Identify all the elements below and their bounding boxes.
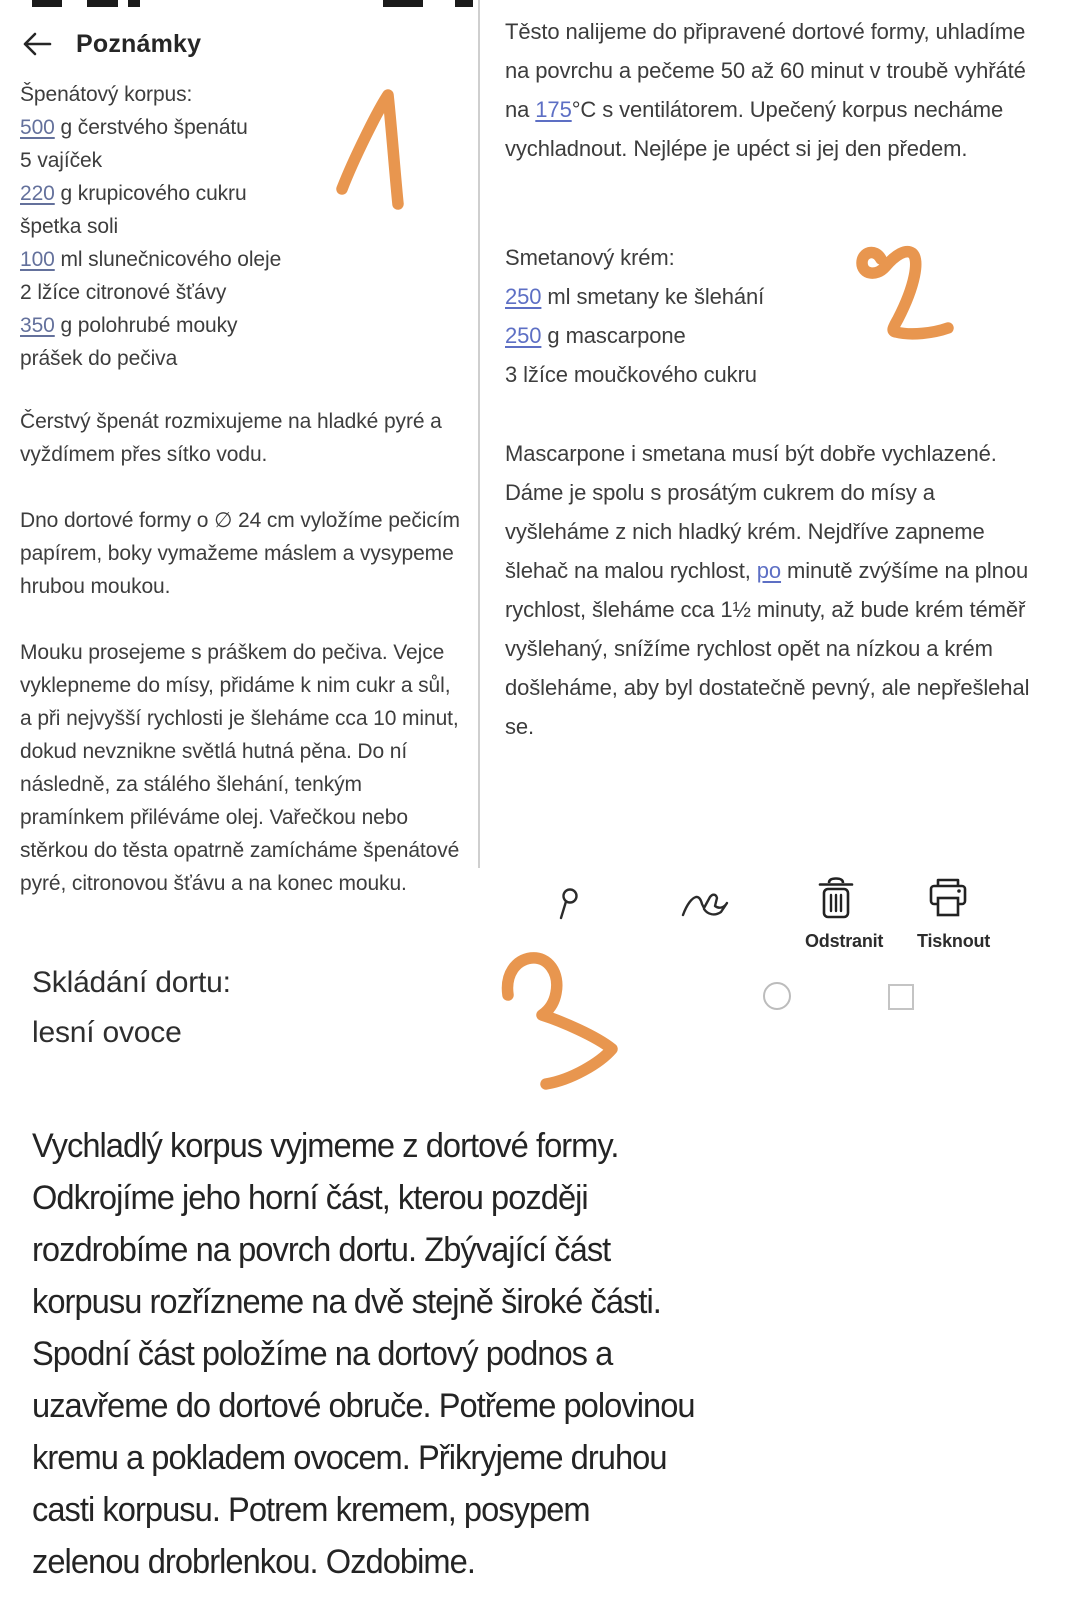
text-segment: g mascarpone (541, 323, 686, 348)
text-segment: g polohrubé mouky (54, 314, 238, 337)
text-segment: špetka soli (20, 215, 119, 238)
right-note-page (505, 12, 1037, 746)
text-line (20, 342, 466, 375)
ingredient-list (20, 78, 466, 375)
inline-link[interactable]: po (756, 558, 782, 583)
assembly-title (32, 958, 231, 1058)
text-line: zelenou drobrlenkou. Ozdobime. (32, 1543, 475, 1581)
page-title: Poznámky (76, 29, 202, 58)
paragraph-baking (505, 12, 1037, 168)
text-line: uzavřeme do dortové obruče. Potřeme polovinou (32, 1387, 695, 1425)
star-icon (680, 890, 730, 920)
text-segment: 3 lžíce moučkového cukru (505, 362, 757, 387)
text-line (20, 78, 466, 111)
text-line: casti korpusu. Potrem kremem, posypem (32, 1491, 590, 1529)
top-dash (87, 0, 118, 7)
inline-link[interactable]: 175 (535, 97, 572, 122)
print-label: Tisknout (917, 931, 991, 951)
top-dash (128, 0, 140, 7)
printer-icon (926, 876, 970, 920)
note-header (20, 24, 466, 64)
paragraph-batter (20, 636, 466, 900)
text-line (505, 238, 1037, 277)
text-segment: 5 vajíček (20, 149, 102, 172)
paragraph-cream (505, 434, 1037, 746)
text-line: rozdrobíme na povrch dortu. Zbývající část (32, 1231, 611, 1269)
text-segment: ml smetany ke šlehání (541, 284, 765, 309)
inline-link[interactable]: 250 (505, 323, 542, 348)
delete-label: Odstranit (805, 931, 884, 951)
text-line (20, 144, 466, 177)
radio-control[interactable] (763, 982, 791, 1010)
text-segment: Špenátový korpus: (20, 83, 193, 106)
inline-link[interactable]: 500 (20, 116, 55, 139)
cream-ingredient-list (505, 238, 1037, 394)
text-segment: g krupicového cukru (54, 182, 247, 205)
inline-link[interactable]: 100 (20, 248, 55, 271)
back-arrow-icon[interactable] (20, 31, 54, 57)
text-segment: Smetanový krém: (505, 245, 675, 270)
text-line: Odkrojíme jeho horní část, kterou později (32, 1179, 588, 1217)
trash-icon (815, 876, 857, 920)
inline-link[interactable]: 350 (20, 314, 55, 337)
text-segment: Mouku prosejeme s práškem do pečiva. Vejce vyklepneme do mísy, přidáme k nim cukr a sůl, a při nejvyšší rychlosti je šleháme cca 10 minut, dokud nevznikne světlá hutná pěna. Do ní následně, za stálého šlehání, tenkým pramínkem přiléváme olej. Vařečkou nebo stěrkou do těsta opatrně zamícháme špenátové pyré, citronovou šťávu a na konec mouku. (20, 641, 460, 895)
text-segment: Čerstvý špenát rozmixujeme na hladké pyré a vyždímem přes sítko vodu. (20, 410, 442, 466)
delete-button[interactable] (805, 876, 884, 952)
text-line (505, 355, 1037, 394)
assembly-instructions (32, 1120, 742, 1588)
text-line (20, 243, 466, 276)
print-button[interactable] (917, 876, 991, 952)
text-segment: Mascarpone i smetana musí být dobře vychlazené. Dáme je spolu s prosátým cukrem do mísy a vyšleháme z nich hladký krém. Nejdříve zapneme šlehač na malou rychlost, (505, 441, 997, 583)
paragraph-spinach (20, 405, 466, 471)
text-line (20, 210, 466, 243)
text-line: Vychladlý korpus vyjmeme z dortové formy. (32, 1127, 619, 1165)
top-dash (383, 0, 423, 7)
inline-link[interactable]: 220 (20, 182, 55, 205)
handwritten-mark-3 (508, 958, 612, 1084)
text-segment: °C s ventilátorem. Upečený korpus necháme vychladnout. Nejlépe je upéct si jej den předem. (505, 97, 1004, 161)
checkbox-control[interactable] (888, 984, 914, 1010)
left-note-page (20, 24, 466, 900)
column-divider (478, 0, 480, 868)
text-segment: Dno dortové formy o ∅ 24 cm vyložíme pečicím papírem, boky vymažeme máslem a vysypeme hrubou moukou. (20, 509, 460, 598)
text-segment: Těsto nalijeme do připravené dortové formy, uhladíme na povrchu a pečeme 50 až 60 minut v troubě vyhřáté na (505, 19, 1026, 122)
text-line (505, 277, 1037, 316)
favorite-button[interactable] (680, 890, 730, 925)
key-button[interactable] (554, 886, 582, 927)
top-dash (455, 0, 473, 7)
text-segment: 2 lžíce citronové šťávy (20, 281, 227, 304)
text-line: Skládání dortu: (32, 966, 231, 999)
text-line (20, 276, 466, 309)
text-segment: ml slunečnicového oleje (54, 248, 282, 271)
text-line: kremu a pokladem ovocem. Přikryjeme druhou (32, 1439, 667, 1477)
top-dash (32, 0, 62, 7)
text-line (20, 177, 466, 210)
text-line: korpusu rozřízneme na dvě stejně široké části. (32, 1283, 661, 1321)
paragraph-pan (20, 504, 466, 603)
text-line (505, 316, 1037, 355)
text-line: Spodní část položíme na dortový podnos a (32, 1335, 613, 1373)
text-line (20, 309, 466, 342)
key-icon (554, 886, 582, 922)
text-segment: prášek do pečiva (20, 347, 178, 370)
inline-link[interactable]: 250 (505, 284, 542, 309)
text-segment: minutě zvýšíme na plnou rychlost, šleháme cca 1½ minuty, až bude krém téměř vyšlehaný, snížíme rychlost opět na nízkou a krém došleháme, aby byl dostatečně pevný, ale nepřešlehal se. (505, 558, 1030, 739)
text-line: lesní ovoce (32, 1016, 182, 1049)
text-line (20, 111, 466, 144)
text-segment: g čerstvého špenátu (54, 116, 248, 139)
